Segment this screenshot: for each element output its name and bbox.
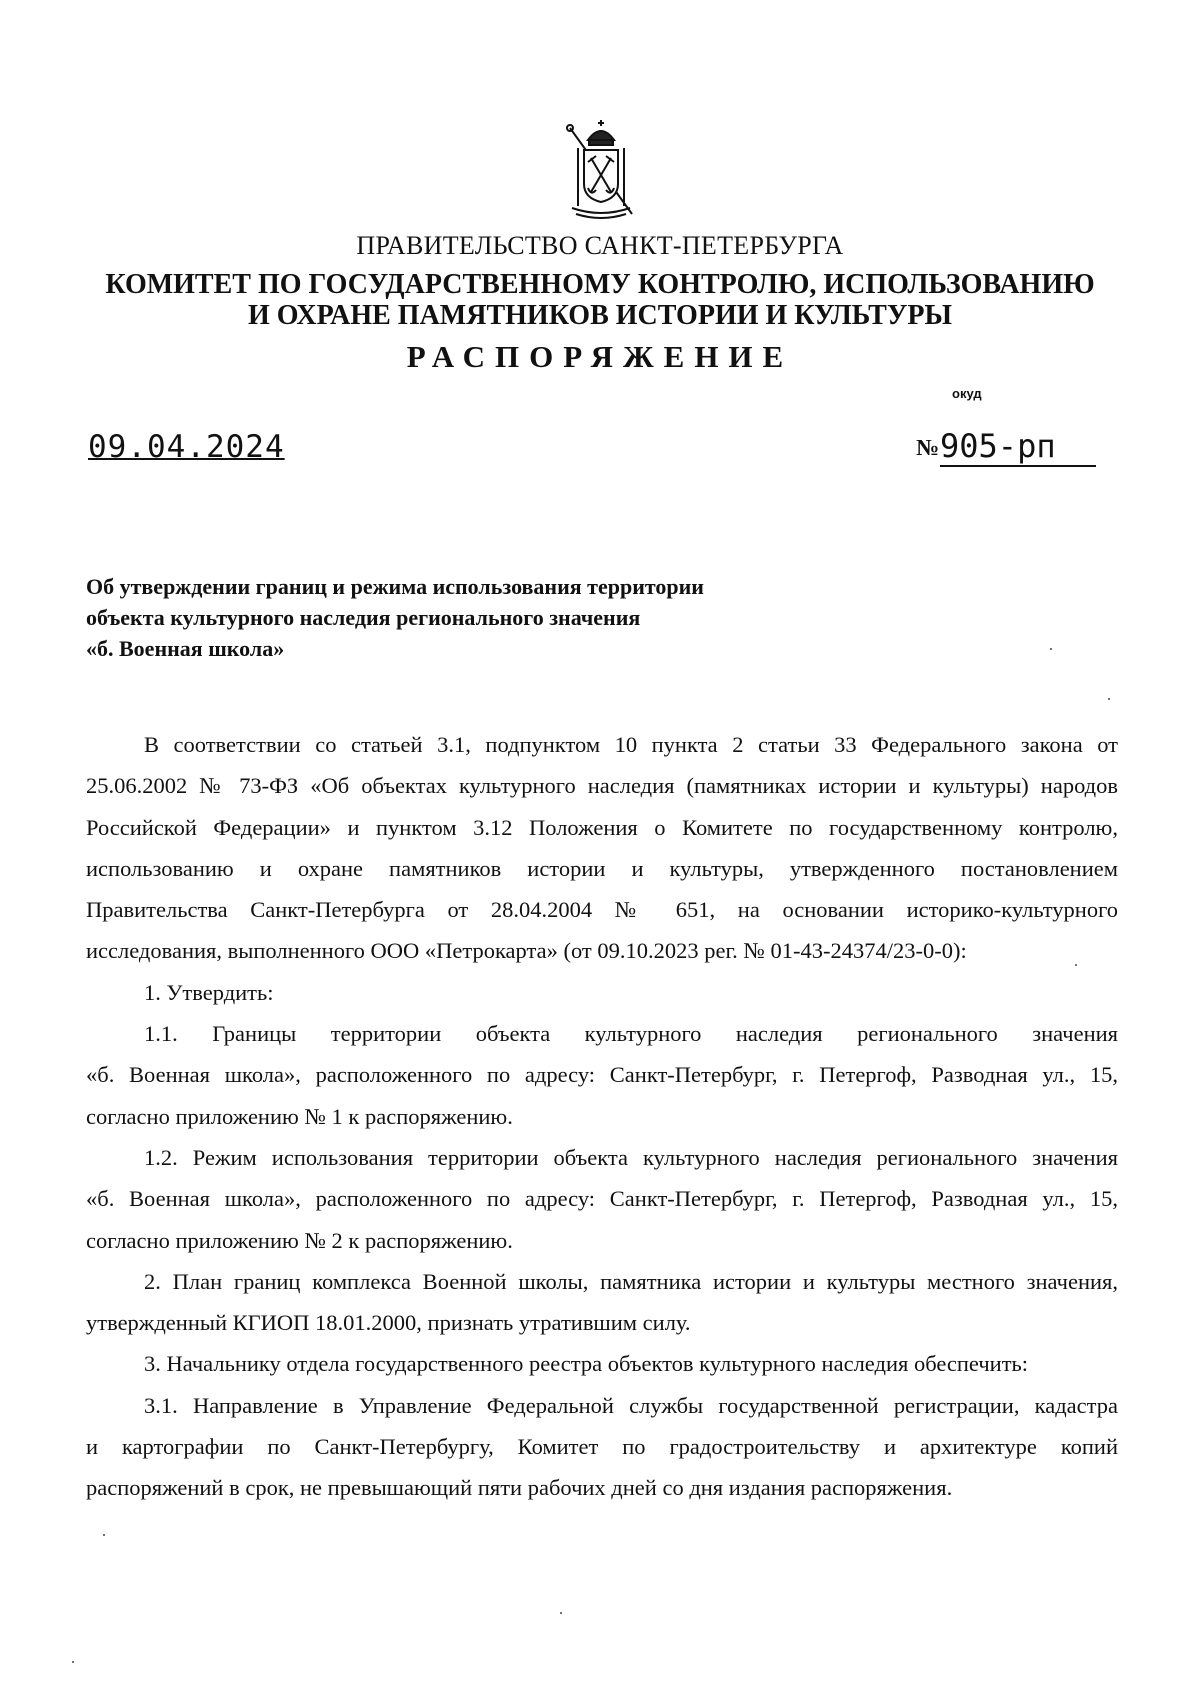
item-3-1-line: распоряжений в срок, не превышающий пяти рабочих дней со дня издания распоряжения. — [86, 1475, 953, 1501]
okud-label: окуд — [952, 386, 982, 401]
scan-speck — [1050, 648, 1052, 650]
document-subject — [86, 571, 704, 664]
scan-speck — [560, 1612, 562, 1614]
document-type-title: РАСПОРЯЖЕНИЕ — [406, 339, 794, 374]
item-1: 1. Утвердить: — [144, 979, 274, 1005]
government-title: ПРАВИТЕЛЬСТВО САНКТ-ПЕТЕРБУРГА — [356, 231, 844, 260]
item-3-1-line: 3.1. Направление в Управление Федеральной службы государственной регистрации, кадастра — [144, 1392, 1118, 1418]
scan-speck — [103, 1534, 105, 1536]
subject-line: Об утверждении границ и режима использования территории — [86, 574, 704, 599]
body-line: использованию и охране памятников истории и культуры, утвержденного постановлением — [86, 855, 1118, 881]
item-3: 3. Начальнику отдела государственного реестра объектов культурного наследия обеспечить: — [144, 1351, 1029, 1377]
number-sign: № — [916, 435, 940, 460]
item-1-1-line: согласно приложению № 1 к распоряжению. — [86, 1103, 513, 1129]
scan-speck — [1108, 698, 1110, 700]
subject-line: объекта культурного наследия регионального значения — [86, 605, 641, 630]
body-line: исследования, выполненного ООО «Петрокарта» (от 09.10.2023 рег. № 01-43-24374/23-0-0): — [86, 938, 967, 964]
item-1-2-line: согласно приложению № 2 к распоряжению. — [86, 1227, 513, 1253]
document-date: 09.04.2024 — [88, 429, 285, 465]
body-line: Правительства Санкт-Петербурга от 28.04.2004 № 651, на основании историко-культурного — [86, 897, 1118, 923]
scan-speck — [1075, 964, 1077, 966]
document-number: 905-рп — [940, 427, 1096, 467]
document-body — [86, 724, 1118, 1509]
committee-title-line2: И ОХРАНЕ ПАМЯТНИКОВ ИСТОРИИ И КУЛЬТУРЫ — [248, 300, 952, 331]
item-2-line: 2. План границ комплекса Военной школы, памятника истории и культуры местного значения, — [144, 1268, 1118, 1294]
subject-line: «б. Военная школа» — [86, 636, 285, 661]
body-line: В соответствии со статьей 3.1, подпунктом 10 пункта 2 статьи 33 Федерального закона от — [144, 732, 1118, 757]
item-1-2-line: 1.2. Режим использования территории объекта культурного наследия регионального значения — [144, 1144, 1118, 1170]
item-1-2-line: «б. Военная школа», расположенного по адресу: Санкт-Петербург, г. Петергоф, Разводная ул., 15, — [86, 1186, 1118, 1212]
coat-of-arms-emblem — [558, 118, 644, 222]
item-2-line: утвержденный КГИОП 18.01.2000, признать утратившим силу. — [86, 1310, 691, 1336]
item-3-1-line: и картографии по Санкт-Петербургу, Комитет по градостроительству и архитектуре копий — [86, 1434, 1118, 1460]
body-line: Российской Федерации» и пунктом 3.12 Положения о Комитете по государственному контролю, — [86, 814, 1118, 840]
item-1-1-line: «б. Военная школа», расположенного по адресу: Санкт-Петербург, г. Петергоф, Разводная ул., 15, — [86, 1062, 1118, 1088]
committee-title-line1: КОМИТЕТ ПО ГОСУДАРСТВЕННОМУ КОНТРОЛЮ, ИСПОЛЬЗОВАНИЮ — [105, 269, 1095, 300]
body-line: 25.06.2002 № 73-ФЗ «Об объектах культурного наследия (памятниках истории и культуры) народов — [86, 773, 1118, 799]
item-1-1-line: 1.1. Границы территории объекта культурного наследия регионального значения — [144, 1021, 1118, 1047]
scan-speck — [72, 1661, 74, 1663]
